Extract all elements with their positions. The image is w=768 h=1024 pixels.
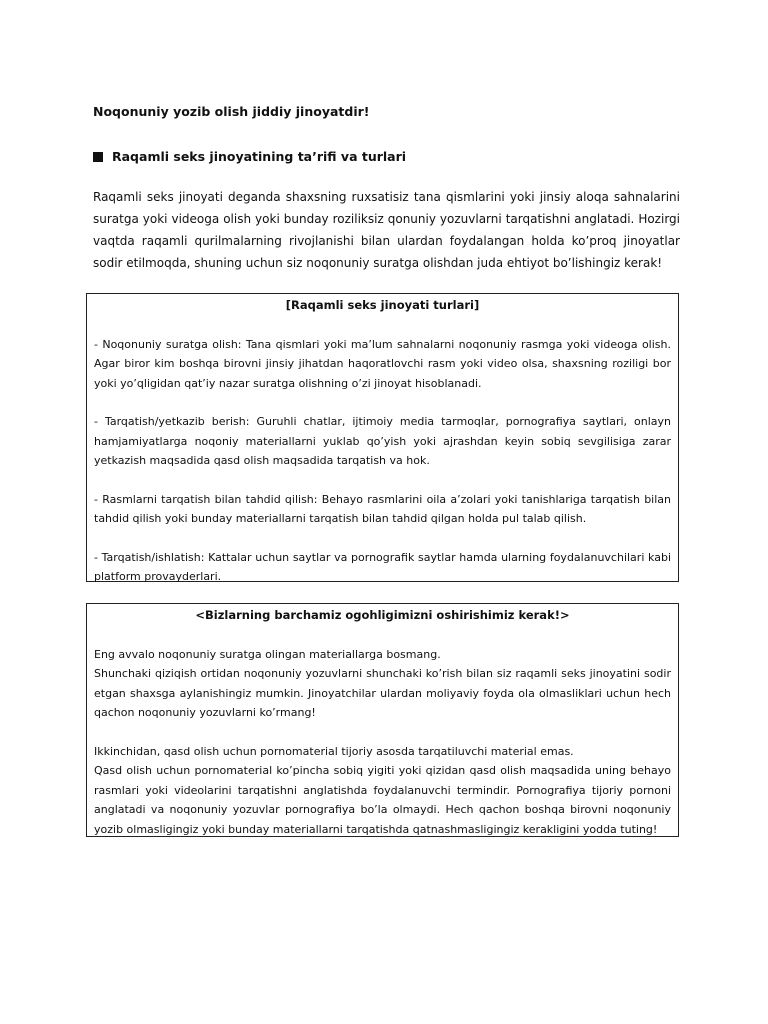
crime-type-item: - Tarqatish/ishlatish: Kattalar uchun saytlar va pornografik saytlar hamda ularning foydalanuvchilari kabi platform provayderlari. [94,550,671,583]
square-bullet-icon [93,152,103,162]
awareness-paragraph: Shunchaki qiziqish ortidan noqonuniy yozuvlarni shunchaki ko’rish bilan siz raqamli seks jinoyatini sodir etgan shaxsga aylanishingiz mumkin. Jinoyatchilar ulardan moliyaviy foyda ola olmasliklari uchun hech qachon noqonuniy yozuvlarni ko’rmang! [94,667,671,719]
awareness-paragraph: Eng avvalo noqonuniy suratga olingan materiallarga bosmang. [94,647,441,661]
crime-types-box [86,293,679,582]
crime-type-item: - Noqonuniy suratga olish: Tana qismlari yoki ma’lum sahnalarni noqonuniy rasmga yoki videoga olish. Agar biror kim boshqa birovni jinsiy jihatdan haqoratlovchi rasm yoki video olsa, shaxsning roziligi bor yoki yo’qligidan qat’iy nazar suratga olishning o’zi jinoyat hisoblanadi. [94,337,671,390]
crime-type-item: - Rasmlarni tarqatish bilan tahdid qilish: Behayo rasmlarini oila a’zolari yoki tanishlariga tarqatish bilan tahdid qilish yoki bunday materiallarni tarqatish bilan tahdid qilgan holda pul talab qilish. [94,492,671,525]
awareness-box [86,603,679,837]
awareness-paragraph: Ikkinchidan, qasd olish uchun pornomaterial tijoriy asosda tarqatiluvchi material emas. [94,744,574,758]
section-heading-text: Raqamli seks jinoyatining ta’rifi va turlari [112,149,407,164]
awareness-paragraph: Qasd olish uchun pornomaterial ko’pincha sobiq yigiti yoki qizidan qasd olish maqsadida uning behayo rasmlari yoki videolarini tarqatishni anglatishda foydalanuvchi termindir. Pornografiya tijoriy pornoni anglatadi va noqonuniy yozuvlar pornografiya bo’la olmaydi. Hech qachon boshqa birovni noqonuniy yozib olmasligingiz yoki bunday materiallarni tarqatishda qatnashmasligingiz kerakligini yodda tuting! [94,764,671,836]
awareness-title: <Bizlarning barchamiz ogohligimizni oshirishimiz kerak!> [195,608,570,622]
intro-paragraph: Raqamli seks jinoyati deganda shaxsning ruxsatisiz tana qismlarini yoki jinsiy aloqa sahnalarini suratga yoki videoga olish yoki bunday roziliksiz qonuniy yozuvlarni tarqatishni anglatadi. Hozirgi vaqtda raqamli qurilmalarning rivojlanishi bilan ulardan foydalangan holda ko’proq jinoyatlar sodir etilmoqda, shuning uchun siz noqonuniy suratga olishdan juda ehtiyot bo’lishingiz kerak! [93,190,680,270]
crime-types-title: [Raqamli seks jinoyati turlari] [285,298,480,312]
crime-type-item: - Tarqatish/yetkazib berish: Guruhli chatlar, ijtimoiy media tarmoqlar, pornografiya saytlari, onlayn hamjamiyatlarga noqoniy materiallarni yuklab qo’yish yoki ajrashdan keyin sobiq sevgilisiga zarar yetkazish maqsadida qasd olish maqsadida tarqatish va hok. [94,415,671,467]
section-heading [93,149,406,164]
document-title: Noqonuniy yozib olish jiddiy jinoyatdir! [93,104,370,119]
